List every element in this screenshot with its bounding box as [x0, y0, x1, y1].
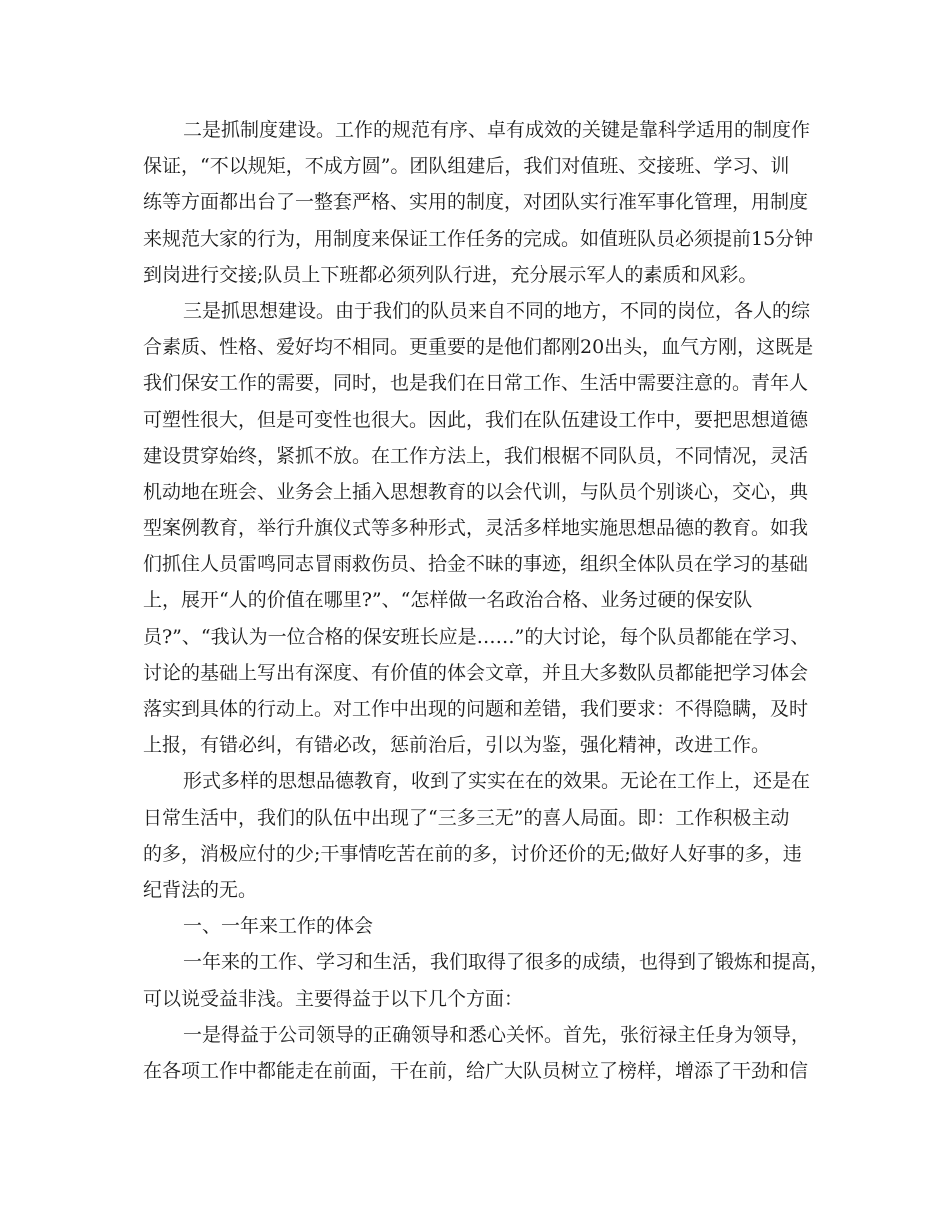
text-line: 的多，消极应付的少;干事情吃苦在前的多，讨价还价的无;做好人好事的多，违 [143, 842, 802, 865]
text-line: 们抓住人员雷鸣同志冒雨救伤员、拾金不昧的事迹，组织全体队员在学习的基础 [143, 553, 809, 576]
text-line: 可塑性很大，但是可变性也很大。因此，我们在队伍建设工作中，要把思想道德 [143, 408, 809, 431]
text-line: 纪背法的无。 [143, 878, 258, 901]
text-line: 员?”、“我认为一位合格的保安班长应是……”的大讨论，每个队员都能在学习、 [143, 625, 810, 648]
text-line: 一年来的工作、学习和生活，我们取得了很多的成绩，也得到了锻炼和提高， [183, 951, 830, 974]
text-line: 可以说受益非浅。主要得益于以下几个方面： [143, 987, 524, 1010]
text-line: 到岗进行交接;队员上下班都必须列队行进，充分展示军人的素质和风彩。 [143, 263, 758, 286]
text-line: 上报，有错必纠，有错必改，惩前治后，引以为鉴，强化精神，改进工作。 [143, 734, 771, 757]
text-line: 一、一年来工作的体会 [183, 915, 374, 938]
text-line: 一是得益于公司领导的正确领导和悉心关怀。首先，张衍禄主任身为领导， [183, 1023, 811, 1046]
text-line: 形式多样的思想品德教育，收到了实实在在的效果。无论在工作上，还是在 [183, 770, 811, 793]
text-line: 讨论的基础上写出有深度、有价值的体会文章，并且大多数队员都能把学习体会 [143, 661, 809, 684]
text-line: 在各项工作中都能走在前面，干在前，给广大队员树立了榜样，增添了干劲和信 [143, 1059, 809, 1082]
text-line: 日常生活中，我们的队伍中出现了“三多三无”的喜人局面。即：工作积极主动 [143, 806, 790, 829]
text-line: 二是抓制度建设。工作的规范有序、卓有成效的关键是靠科学适用的制度作 [183, 119, 811, 141]
text-line: 机动地在班会、业务会上插入思想教育的以会代训，与队员个别谈心，交心，典 [143, 480, 809, 503]
text-line: 我们保安工作的需要，同时，也是我们在日常工作、生活中需要注意的。青年人 [143, 372, 809, 395]
text-line: 练等方面都出台了一整套严格、实用的制度，对团队实行准军事化管理，用制度 [143, 191, 809, 214]
text-line: 落实到具体的行动上。对工作中出现的问题和差错，我们要求：不得隐瞒，及时 [143, 698, 809, 720]
document-body [143, 112, 830, 1089]
text-line: 保证，“不以规矩，不成方圆”。团队组建后，我们对值班、交接班、学习、训 [143, 155, 790, 178]
text-line: 合素质、性格、爱好均不相同。更重要的是他们都刚20出头，血气方刚，这既是 [143, 336, 814, 359]
text-line: 来规范大家的行为，用制度来保证工作任务的完成。如值班队员必须提前15分钟 [143, 227, 814, 250]
text-line: 型案例教育，举行升旗仪式等多种形式，灵活多样地实施思想品德的教育。如我 [143, 517, 809, 540]
text-line: 建设贯穿始终，紧抓不放。在工作方法上，我们根椐不同队员，不同情况，灵活 [143, 444, 809, 467]
text-line: 三是抓思想建设。由于我们的队员来自不同的地方，不同的岗位，各人的综 [183, 299, 811, 322]
text-line: 上，展开“人的价值在哪里?”、“怎样做一名政治合格、业务过硬的保安队 [143, 589, 753, 612]
